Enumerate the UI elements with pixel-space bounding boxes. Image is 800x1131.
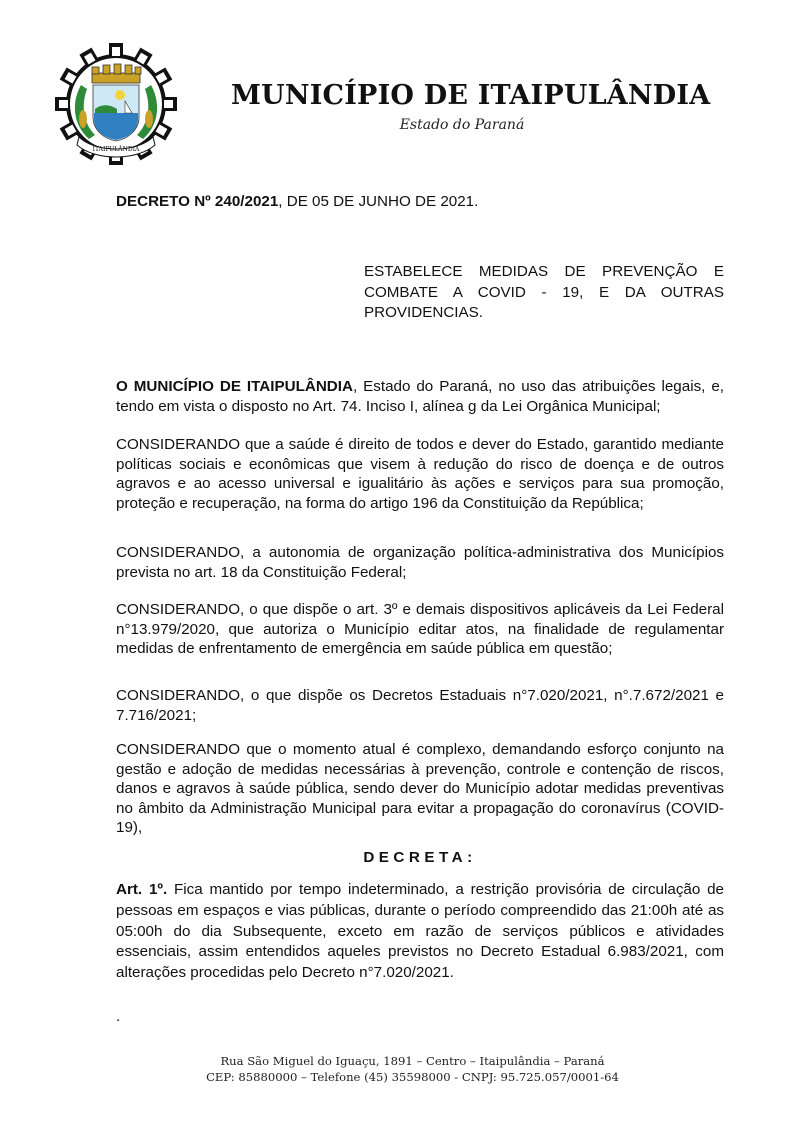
trailing-mark: . [116, 1008, 121, 1025]
considerando-paragraph: CONSIDERANDO, o que dispõe o art. 3º e demais dispositivos aplicáveis da Lei Federal n°13.979/2020, que autoriza o Município editar atos, na finalidade de regulamentar medidas de enfrentamento de emergência em saúde pública em questão; [116, 601, 724, 658]
footer-address: Rua São Miguel do Iguaçu, 1891 – Centro – Itaipulândia – Paraná [220, 1054, 605, 1068]
municipality-title: MUNICÍPIO DE ITAIPULÂNDIA [231, 80, 711, 111]
article-1 [116, 880, 724, 984]
preamble-bold: O MUNICÍPIO DE ITAIPULÂNDIA [116, 378, 353, 395]
preamble-paragraph [116, 377, 724, 416]
article-label: Art. 1º. [116, 881, 168, 898]
decree-date: , DE 05 DE JUNHO DE 2021. [278, 193, 479, 210]
considerando-paragraph: CONSIDERANDO, a autonomia de organização política-administrativa dos Municípios prevista no art. 18 da Constituição Federal; [116, 544, 724, 581]
considerando-paragraph: CONSIDERANDO, o que dispõe os Decretos Estaduais n°7.020/2021, n°.7.672/2021 e 7.716/2021; [116, 687, 724, 724]
decreta-heading: DECRETA: [363, 849, 477, 866]
crest-ribbon-text: ITAIPULÂNDIA [92, 146, 140, 153]
ementa: ESTABELECE MEDIDAS DE PREVENÇÃO E COMBATE A COVID - 19, E DA OUTRAS PROVIDENCIAS. [364, 263, 724, 321]
coat-of-arms-icon [55, 43, 177, 165]
considerando-paragraph: CONSIDERANDO que o momento atual é complexo, demandando esforço conjunto na gestão e adoção de medidas necessárias à prevenção, controle e contenção de riscos, danos e agravos à saúde pública, sendo dever do Município adotar medidas preventivas no âmbito da Administração Municipal para evitar a propagação do coronavírus (COVID-19), [116, 741, 724, 837]
preamble-text: , Estado do Paraná, no uso das atribuições legais, e, tendo em vista o disposto no Art. 74. Inciso I, alínea g da Lei Orgânica Municipal; [116, 378, 724, 415]
footer [100, 1053, 725, 1085]
decree-number: DECRETO Nº 240/2021 [116, 193, 279, 210]
considerando-paragraph: CONSIDERANDO que a saúde é direito de todos e dever do Estado, garantido mediante políticas sociais e econômicas que visem à redução do risco de doença e de outros agravos e ao acesso universal e igualitário às ações e serviços para sua promoção, proteção e recuperação, na forma do artigo 196 da Constituição da República; [116, 436, 724, 512]
decree-heading [116, 192, 478, 212]
state-subtitle: Estado do Paraná [399, 117, 525, 133]
article-text: Fica mantido por tempo indeterminado, a restrição provisória de circulação de pessoas em espaços e vias públicas, durante o período compreendido das 21:00h até as 05:00h do dia Subsequente, exceto em razão de serviços públicos e atividades essenciais, assim entendidos aqueles previstos no Decreto Estadual 6.983/2021, com alterações procedidas pelo Decreto n°7.020/2021. [116, 881, 724, 982]
footer-contact: CEP: 85880000 – Telefone (45) 35598000 - CNPJ: 95.725.057/0001-64 [206, 1070, 619, 1084]
